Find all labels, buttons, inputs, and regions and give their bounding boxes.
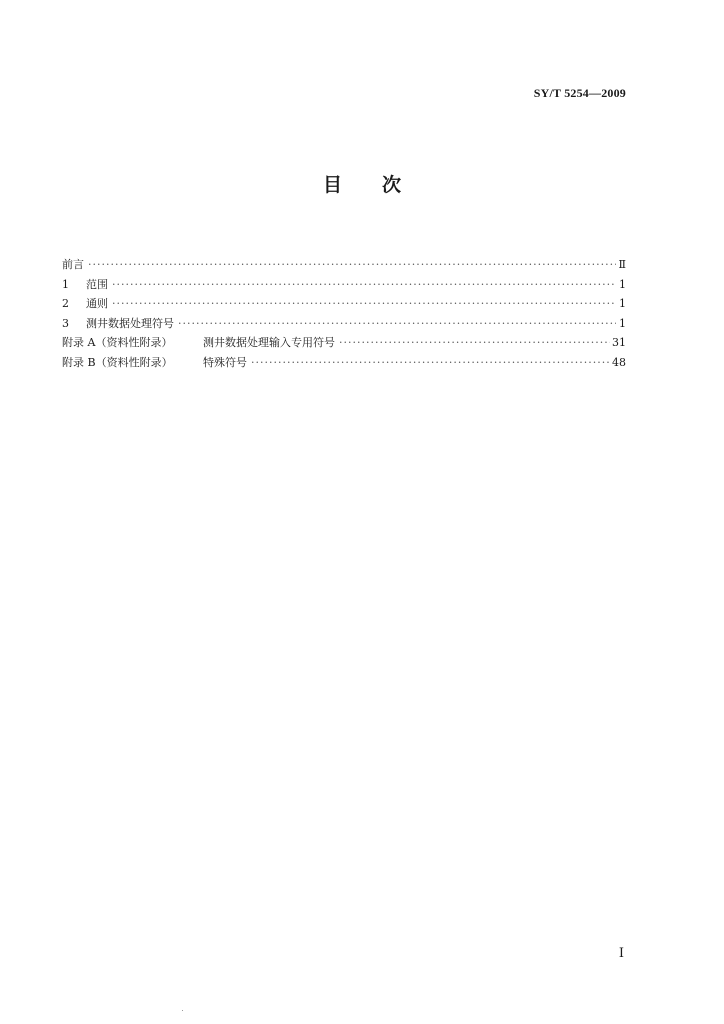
- page-number: Ⅰ: [618, 945, 624, 960]
- toc-leader: [88, 255, 616, 275]
- toc-entry-appendix-b[interactable]: [62, 353, 626, 373]
- toc-entry-number: 3: [62, 316, 69, 330]
- toc-entry-label: 范围: [86, 277, 108, 291]
- toc-entry-label: 前言: [62, 258, 84, 271]
- toc-entry-general[interactable]: [62, 294, 626, 314]
- toc-entry-page: 1: [619, 277, 626, 291]
- toc-appendix-tag: 附录 B（资料性附录）: [62, 355, 173, 369]
- title-char-2: 次: [382, 174, 402, 196]
- page-title: [0, 170, 724, 197]
- toc-entry-scope[interactable]: [62, 275, 626, 295]
- toc-entry-label: 特殊符号: [203, 355, 247, 369]
- toc-entry-page: 1: [619, 316, 626, 330]
- toc-entry-appendix-a[interactable]: [62, 333, 626, 353]
- scan-speck: [182, 1010, 183, 1011]
- toc-appendix-tag: 附录 A（资料性附录）: [62, 336, 173, 349]
- toc-entry-label: 测井数据处理输入专用符号: [203, 336, 335, 349]
- standard-code: SY/T 5254—2009: [533, 86, 626, 100]
- toc-entry-number: 2: [62, 297, 69, 310]
- toc-leader: [251, 353, 610, 373]
- toc-entry-symbols[interactable]: [62, 314, 626, 334]
- toc-entry-label: 测井数据处理符号: [86, 316, 174, 330]
- toc-entry-page: Ⅱ: [618, 258, 626, 271]
- toc-leader: [112, 294, 616, 314]
- toc-entry-page: 1: [619, 297, 626, 310]
- toc-entry-page: 31: [612, 336, 626, 349]
- toc-leader: [112, 275, 616, 295]
- toc-entry-page: 48: [612, 355, 626, 369]
- toc-leader: [339, 333, 610, 353]
- toc-entry-label: 通则: [86, 297, 108, 310]
- toc-entry-number: 1: [62, 277, 69, 291]
- table-of-contents: [62, 255, 626, 372]
- title-char-1: 目: [322, 174, 342, 196]
- toc-entry-foreword[interactable]: [62, 255, 626, 275]
- toc-leader: [178, 314, 616, 334]
